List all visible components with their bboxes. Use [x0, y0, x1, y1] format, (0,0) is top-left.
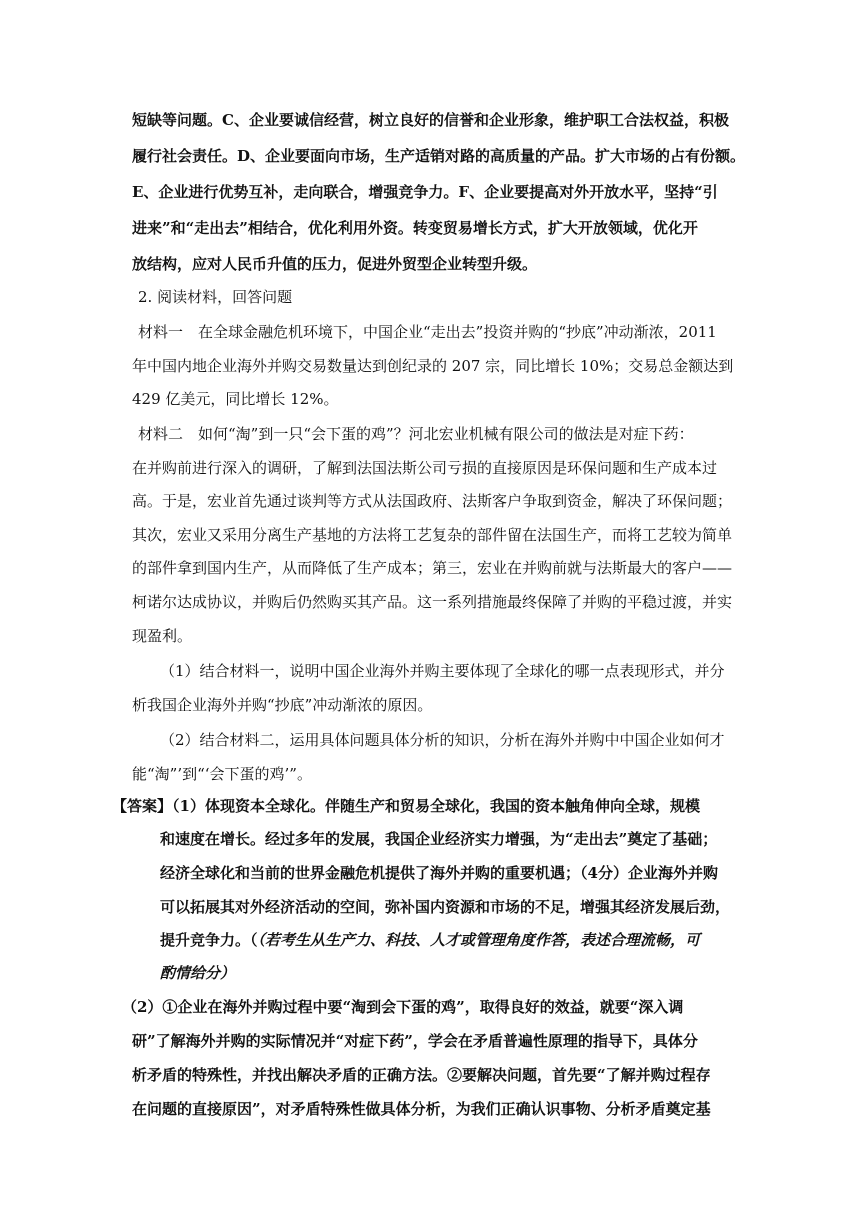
answer-part-2-line-2: 研”了解海外并购的实际情况并“对症下药”，学会在矛盾普遍性原理的指导下，具体分	[132, 1032, 698, 1050]
answer-part-1-line-2: 和速度在增长。经过多年的发展，我国企业经济实力增强，为“走出去”奠定了基础；	[160, 830, 718, 848]
prev-answer-line-2: 履行社会责任。D、企业要面向市场，生产适销对路的高质量的产品。扩大市场的占有份额。	[132, 147, 746, 165]
material-2-line-7: 现盈利。	[132, 627, 193, 645]
material-1-line-1: 材料一 在全球金融危机环境下，中国企业“走出去”投资并购的“抄底”冲动渐浓，2011	[138, 323, 717, 341]
material-2-line-2: 在并购前进行深入的调研，了解到法国法斯公司亏损的直接原因是环保问题和生产成本过	[132, 459, 718, 477]
grading-note: （若考生从生产力、科技、人才或管理角度作答，表述合理流畅，可	[257, 931, 701, 949]
material-1-line-3: 429 亿美元，同比增长 12%。	[132, 390, 339, 408]
material-2-line-5: 的部件拿到国内生产，从而降低了生产成本；第三，宏业在并购前就与法斯最大的客户——	[132, 559, 733, 577]
answer-block-line-1	[112, 796, 700, 816]
prev-answer-line-3: E、企业进行优势互补，走向联合，增强竞争力。F、企业要提高对外开放水平，坚持“引	[132, 183, 718, 201]
answer-label: 【答案】	[112, 797, 173, 815]
answer-part-2-line-4: 在问题的直接原因”，对矛盾特殊性做具体分析，为我们正确认识事物、分析矛盾奠定基	[132, 1100, 711, 1118]
material-2-line-3: 高。于是，宏业首先通过谈判等方式从法国政府、法斯客户争取到资金，解决了环保问题；	[132, 492, 733, 510]
prev-answer-line-4: 进来”和“走出去”相结合，优化利用外资。转变贸易增长方式，扩大开放领域，优化开	[132, 219, 698, 237]
material-2-line-4: 其次，宏业又采用分离生产基地的方法将工艺复杂的部件留在法国生产，而将工艺较为简单	[132, 526, 733, 544]
sub-question-2-line-1: （2）结合材料二，运用具体问题具体分析的知识，分析在海外并购中中国企业如何才	[160, 731, 725, 749]
answer-part-1-line-3: 经济全球化和当前的世界金融危机提供了海外并购的重要机遇；（4分）企业海外并购	[160, 864, 718, 882]
sub-question-1-line-1: （1）结合材料一，说明中国企业海外并购主要体现了全球化的哪一点表现形式，并分	[160, 662, 725, 680]
prev-answer-line-1: 短缺等问题。C、企业要诚信经营，树立良好的信誉和企业形象，维护职工合法权益，积极	[132, 111, 729, 129]
prev-answer-line-5: 放结构，应对人民币升值的压力，促进外贸型企业转型升级。	[132, 255, 538, 273]
answer-part-1-line-4: 可以拓展其对外经济活动的空间，弥补国内资源和市场的不足，增强其经济发展后劲，	[160, 898, 731, 916]
material-2-line-6: 柯诺尔达成协议，并购后仍然购买其产品。这一系列措施最终保障了并购的平稳过渡，并实	[132, 593, 733, 611]
answer-part-1-line-5	[160, 930, 700, 950]
answer-part-2-line-3: 析矛盾的特殊性，并找出解决矛盾的正确方法。②要解决问题，首先要“了解并购过程存	[132, 1066, 711, 1084]
sub-question-2-line-2: 能“淘”’到“‘会下蛋的鸡’”。	[132, 765, 312, 783]
question-title: 2. 阅读材料，回答问题	[138, 288, 293, 306]
material-1-line-2: 年中国内地企业海外并购交易数量达到创纪录的 207 宗，同比增长 10%；交易总金额达到	[132, 357, 734, 375]
answer-part-1-main: 提升竞争力。（	[160, 931, 258, 949]
answer-part-1-line-1: （1）体现资本全球化。伴随生产和贸易全球化，我国的资本触角伸向全球，规模	[172, 797, 700, 815]
sub-question-1-line-2: 析我国企业海外并购“抄底”冲动渐浓的原因。	[132, 696, 433, 714]
material-2-line-1: 材料二 如何“淘”到一只“会下蛋的鸡”？河北宏业机械有限公司的做法是对症下药：	[138, 425, 694, 443]
answer-part-2-line-1: （2）①企业在海外并购过程中要“淘到会下蛋的鸡”，取得良好的效益，就要“深入调	[122, 998, 684, 1016]
grading-note-continued: 酌情给分）	[160, 964, 236, 982]
